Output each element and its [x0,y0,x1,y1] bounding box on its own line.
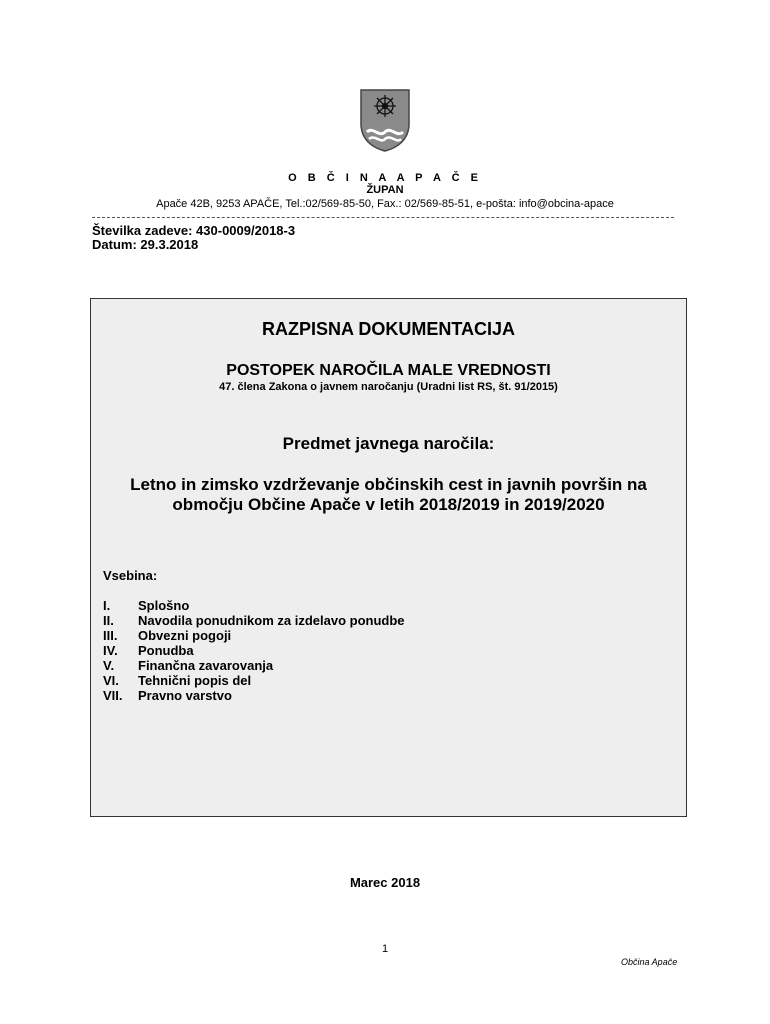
issue-month: Marec 2018 [349,875,421,890]
toc-item [103,628,405,643]
title-box [90,298,687,817]
toc-number: V. [103,658,115,673]
toc-number: VI. [103,673,119,688]
toc-label: Tehnični popis del [138,673,252,688]
table-of-contents [103,598,405,703]
toc-number: IV. [103,643,118,658]
procedure-subtitle: POSTOPEK NAROČILA MALE VREDNOSTI [226,362,551,379]
header-divider [92,217,674,218]
toc-item [103,658,405,673]
toc-item [103,688,405,703]
mayor-title: ŽUPAN [366,184,404,196]
legal-basis: 47. člena Zakona o javnem naročanju (Uradni list RS, št. 91/2015) [219,381,558,393]
toc-label: Obvezni pogoji [138,628,232,643]
toc-item [103,598,405,613]
contact-address: Apače 42B, 9253 APAČE, Tel.:02/569-85-50, Fax.: 02/569-85-51, e-pošta: info@obcina-apace [156,198,614,210]
toc-label: Splošno [138,598,190,613]
toc-item [103,613,405,628]
municipality-name: O B Č I N A A P A Č E [288,172,482,184]
toc-item [103,673,405,688]
toc-number: II. [103,613,114,628]
toc-item [103,643,405,658]
toc-number: VII. [103,688,123,703]
toc-number: III. [103,628,118,643]
page-number: 1 [381,943,389,955]
procurement-subject: Letno in zimsko vzdrževanje občinskih cest in javnih površin na območju Občine Apače v letih 2018/2019 in 2019/2020 [130,475,647,514]
document-title: RAZPISNA DOKUMENTACIJA [261,319,515,339]
toc-label: Ponudba [138,643,194,658]
footer-organization: Občina Apače [621,957,678,967]
case-number: Številka zadeve: 430-0009/2018-3 [92,223,296,238]
document-date: Datum: 29.3.2018 [92,237,199,252]
municipality-crest-icon [359,88,411,152]
toc-number: I. [103,598,111,613]
subject-heading: Predmet javnega naročila: [282,434,495,453]
toc-label: Pravno varstvo [138,688,232,703]
contents-label: Vsebina: [103,568,158,583]
toc-label: Navodila ponudnikom za izdelavo ponudbe [138,613,405,628]
toc-label: Finančna zavarovanja [138,658,274,673]
